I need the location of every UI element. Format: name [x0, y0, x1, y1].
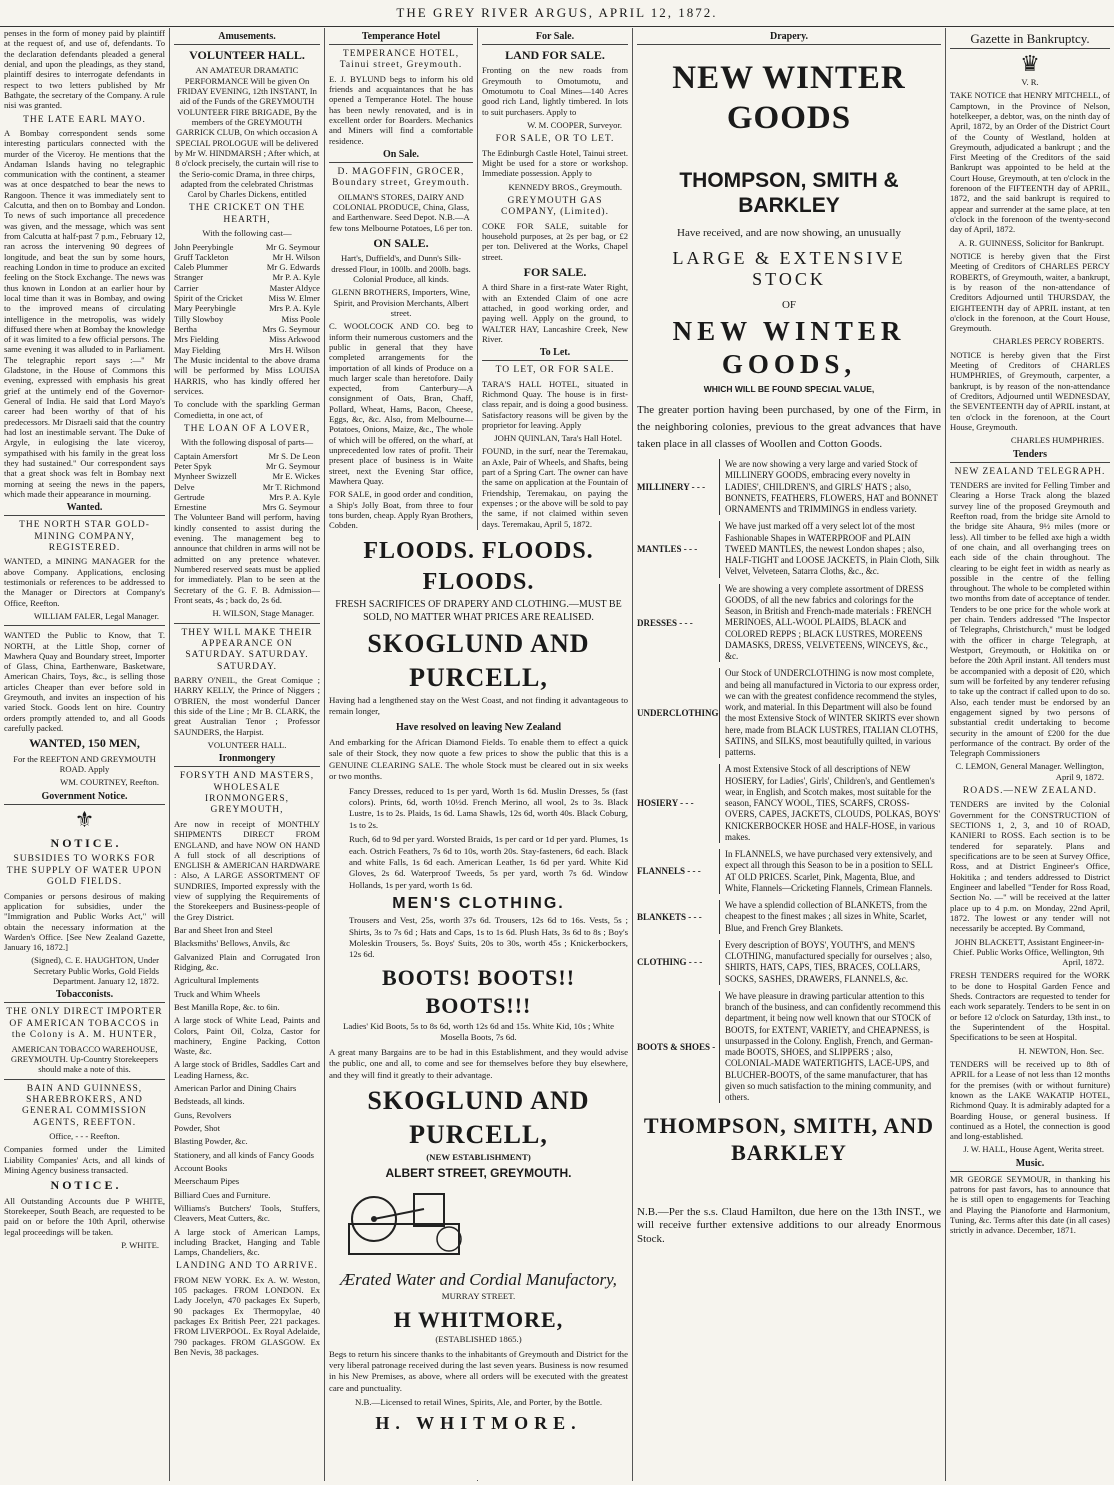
department-row: [637, 521, 941, 577]
to-let-text: TARA'S HALL HOTEL, situated in Richmond Quay. The house is in first-class repair, and is doing a good business. Satisfactory reasons will be given by the proprietor for leaving. Apply: [482, 378, 628, 430]
hardware-item: Blacksmiths' Bellows, Anvils, &c: [174, 938, 290, 949]
bankruptcy-heading: Gazette in Bankruptcy.: [950, 31, 1110, 49]
established: (ESTABLISHED 1865.): [435, 1334, 522, 1345]
take-notice-text: TAKE NOTICE that HENRY MITCHELL, of Camptown, in the Province of Nelson, hotelkeeper, a debtor, was, on the ninth day of April, 1872, by an Order of the District Court of the County of Westland, holden at Greymouth, adjudicated a bankrupt ; and the First Meeting of the Creditors of the said Bankrupt was appointed to be held at the Court House, Greymouth, at ten o'clock in the forenoon of the FIFTEENTH day of APRIL, 1872, and the said bankrupt is required to appear and surrender at the same place, at ten o'clock in the forenoon of the twenty-second day of April, 1872.: [950, 90, 1110, 235]
new-winter-goods: NEW WINTER GOODS: [672, 60, 906, 136]
actor-name: Mrs P. A. Kyle: [269, 303, 320, 314]
to-let-heading: To Let.: [482, 347, 628, 361]
ironmongery-heading: Ironmongery: [174, 753, 320, 767]
boat-for-sale: FOR SALE, in good order and condition, a Ship's Jolly Boat, from three to four tons burden, cheap. Apply Ryan Brothers, Cobden.: [329, 489, 473, 531]
music-heading: Music.: [950, 1158, 1110, 1172]
actor-name: Mrs P. A. Kyle: [269, 491, 320, 502]
hardware-item: Best Manilla Rope, &c. to 6in.: [174, 1001, 280, 1012]
gov-notice-title: N O T I C E .: [50, 836, 119, 851]
actor-name: Master Aldyce: [269, 282, 320, 293]
role-name: Spirit of the Cricket: [174, 293, 243, 304]
department-label: CLOTHING - - -: [637, 957, 703, 968]
department-label: UNDERCLOTHING: [637, 708, 719, 719]
fresh-signature: H. NEWTON, Hon. Sec.: [1018, 1045, 1104, 1056]
role-name: Gertrude: [174, 491, 205, 502]
telegraph-text: TENDERS are invited for Felling Timber and Clearing a Horse Track along the blazed survey line of the proposed Greymouth and Reefton road, from the bridge site Arnold to the bridge site Ahaura, 9½ miles (more or less). All timber to be felled axe high a width of one chain, and all overhanging trees on each side of the chain throughout. The clearing to be eight feet in width as nearly as possible in the centre of the felling throughout. The whole to be completed within two months from date of acceptance of tender. Tenders to be one price for the whole work at per chain. Tenders addressed "The Inspector of Telegraphs, Christchurch," must be lodged with the officer in charge Telegraph, at Westport, Greymouth, or Hokitika on or before the 20th April instant. All tenders must be accompanied with a deposit of £20, which sum will be forfeited by any tenderer refusing to take up the contract if called upon to do so. Also, each tender must be endorsed by an engagement signed by two persons of substantial credit undertaking to become security in the amount of £200 for the due performance of the contract. By order of the Telegraph Commissioners: [950, 480, 1110, 759]
role-name: Gruff Tackleton: [174, 251, 229, 262]
amusements-heading: Amusements.: [174, 31, 320, 45]
cast-row: [174, 471, 320, 481]
landing-title: LANDING AND TO ARRIVE.: [176, 1261, 318, 1272]
floods-resolved: Have resolved on leaving New Zealand: [395, 721, 562, 733]
actor-name: Mr G. Seymour: [265, 460, 320, 471]
cast-intro: With the following cast—: [202, 228, 292, 239]
land-text: Fronting on the new roads from Greymouth to Omotumotu, and Omotumotu to Coal Mines—140 Acres good rich Land, lightly timbered. In lots to suit purchasers. Apply to: [482, 65, 628, 117]
role-name: Ernestine: [174, 502, 207, 513]
role-name: Stranger: [174, 272, 204, 283]
floods-prices-2: Ruch, 6d to 9d per yard. Worsted Braids, 1s per card or 1d per yard. Plumes, 1s each. Ostrich Feathers, 7s 6d to 10s, worth 20s. Stay-fasteners, 6d each. Black and white Falls, 1s 6d each. American Leather, 1s 6d per yard. White Kid Gloves, 2s 6d. Waterproof Tweeds, 5s per yard, worth 7s 6d. Window Hollands, 1s per yard, worth 1s 6d.: [349, 834, 628, 890]
hardware-item: A large stock of Bridles, Saddles Cart and Leading Harness, &c.: [174, 1059, 320, 1080]
cast-row: [174, 324, 320, 334]
cast-row: [174, 242, 320, 252]
hardware-item: Blasting Powder, &c.: [174, 1136, 248, 1147]
floods-intro: Having had a lengthened stay on the West Coast, and not finding it advantageous to remain longer,: [329, 694, 628, 717]
gov-notice-text: Companies or persons desirous of making application for subsidies, under the "Immigration and Public Works Act," will obtain the necessary information at the Warden's Office. [See New Zealand Gazette, January 16, 1872.]: [4, 890, 165, 953]
role-name: May Fielding: [174, 344, 221, 355]
actor-name: Mrs G. Seymour: [262, 324, 320, 335]
mayo-article: A Bombay correspondent sends some interesting particulars connected with the murder of the Viceroy. He mentions that the Andaman Islands having no telegraphic communication with the continent, a steamer was at once despatched to bear the news to Rangoon. Thence it was immediately sent to Calcutta, and then on to Bombay and London. To news of such importance all precedence was given, and the message, which was sent from Calcutta at half-past 7 p.m., February 12, ran across the intervening 90 degrees of longitude, and beat the sun by some hours, reaching London in time to produce an excited feeling on the Stock Exchange. The news was thus known in London at an earlier hour by local time than it was in Bombay, and owing to the improved means of circulating intelligence in the metropolis, was widely diffused there when at Bombay the knowledge of it was limited to a few official persons. The same evening it was alluded to in Parliament. The telegraphic report says :—" Mr Gladstone, in the House of Commons this evening, expressed with emphasis his great grief at the untimely end of the Governor-General of India. He said that Lord Mayo's career had been worthy of that of his predecessors. Mr Disraeli said that the country had lost an inestimable servant. The Duke of Argyle, in eulogising the late viceroy, sympathised with his family in the great loss they had sustained." Our correspondent says that a great shock was felt in Bombay next morning at seeing the news in the papers, which made their appearance in mourning.: [4, 127, 165, 499]
actor-name: Mrs H. Wilson: [269, 344, 320, 355]
department-label: FLANNELS - - -: [637, 866, 701, 877]
department-label: HOSIERY - - -: [637, 798, 694, 809]
roberts-signature: CHARLES PERCY ROBERTS.: [992, 336, 1104, 347]
department-text: We have just marked off a very select lot of the most Fashionable Shapes in WATERPROOF and PLAIN TWEED MANTLES, the newest London shapes ; also, HALF-TIGHT and LOOSE JACKETS, in Plain Cloth, Silk Velvet, Velveteen, Satarra Cloths, &c., &c.: [719, 521, 941, 577]
to-let-title: TO LET, OR FOR SALE.: [495, 365, 615, 376]
loan-intro: With the following disposal of parts—: [180, 437, 314, 448]
cast-row: [174, 461, 320, 471]
department-text: Every description of BOYS', YOUTH'S, and MEN'S CLOTHING, manufactured specially for ourselves ; also, SHIRTS, HATS, CAPS, TIES, BRACES, COLLARS, SOCKS, SASHES, DRAWERS, FLANNELS, &c.: [719, 940, 941, 985]
hardware-item: Powder, Shot: [174, 1123, 220, 1133]
gov-subsidies-title: SUBSIDIES TO WORKS FOR THE SUPPLY OF WATER UPON GOLD FIELDS.: [6, 854, 163, 888]
band-note: The Volunteer Band will perform, having kindly consented to assist during the evening. The management beg to announce that children in arms will not be admitted on any pretence whatever. Numbered reserved seats must be applied for immediately. Plan to be seen at the Secretary of the G. F. B. Admission—Front seats, 4s ; back do, 2s 6d.: [174, 512, 320, 605]
cast-list-2: [174, 451, 320, 513]
department-row: [637, 991, 941, 1104]
roads-title: ROADS.—NEW ZEALAND.: [962, 786, 1098, 797]
music-note: The Music incidental to the above drama will be performed by Miss LOUISA HARRIS, who has kindly offered her services.: [174, 354, 320, 396]
cast-row: [174, 252, 320, 262]
floods-intro-2: And embarking for the African Diamond Fields. To enable them to effect a quick sale of their Stock, they now quote a few prices to show the public that this is a GENUINE CLEARING SALE. The whole Stock must be cleared out in six weeks or two months.: [329, 736, 628, 782]
cast-row: [174, 492, 320, 502]
new-establishment: (NEW ESTABLISHMENT): [426, 1151, 531, 1162]
actor-name: Mrs G. Seymour: [262, 502, 320, 513]
cast-row: [174, 272, 320, 282]
hardware-item: A large stock of American Lamps, including Bracket, Hanging and Table Lamps, Chandeliers, &c.: [174, 1226, 320, 1258]
for-sale-heading: For Sale.: [482, 31, 628, 45]
mens-clothing-text: Trousers and Vest, 25s, worth 37s 6d. Trousers, 12s 6d to 16s. Vests, 5s ; Shirts, 3s to 7s 6d ; Hats and Caps, 1s to 1s 6d. Plush Hats, 3s 6d to 8s ; Boy's Moleskin Trousers, 5s. Boys' Suits, 20s to 30s, worth 45s ; Knickerbockers, 12s 6d.: [349, 915, 628, 960]
role-name: Peter Spyk: [174, 460, 212, 471]
wanted-men-signature: WM. COURTNEY, Reefton.: [60, 777, 159, 788]
department-row: [637, 459, 941, 515]
actor-name: Miss Arkwood: [269, 334, 320, 345]
drapery-column: [633, 28, 946, 1481]
role-name: John Peerybingle: [174, 241, 234, 252]
cast-list: [174, 242, 320, 355]
cast-row: [174, 482, 320, 492]
large-stock: LARGE & EXTENSIVE STOCK: [672, 247, 906, 290]
cast-row: [174, 345, 320, 355]
volunteer-hall-title: VOLUNTEER HALL.: [189, 48, 305, 62]
cast-row: [174, 293, 320, 303]
column-1: [0, 28, 170, 1481]
firm-name: THOMPSON, SMITH & BARKLEY: [679, 169, 899, 218]
nb-text: N.B.—Per the s.s. Claud Hamilton, due here on the 13th INST., we will receive further extensive additions to our already Enormous Stock.: [637, 1206, 941, 1245]
bain-title: BAIN AND GUINNESS, SHAREBROKERS, AND GENERAL COMMISSION AGENTS, REEFTON.: [21, 1083, 148, 1128]
machinery-engraving-icon: [329, 1184, 479, 1264]
cast-row: [174, 314, 320, 324]
column-2: [170, 28, 325, 1481]
music-text: MR GEORGE SEYMOUR, in thanking his patrons for past favors, has to announce that he is still open to engagements for Teaching and Playing the Pianoforte and Harmonium, Tuning, &c. Terms after this date (in all cases) strictly in advance. December, 1871.: [950, 1173, 1110, 1236]
floods-prices: Fancy Dresses, reduced to 1s per yard, Worth 1s 6d. Muslin Dresses, 5s (fast colors). Prints, 6d, worth 10½d. French Merino, all wool, 2s to 3s. Black Lustre, 1s to 2s. Plaids, 1s 6d. Lama Shawls, 12s 6d, worth 40s. Black Coburg, 1s to 2s.: [349, 785, 628, 830]
cast-row: [174, 303, 320, 313]
notice-roberts: NOTICE is hereby given that the First Meeting of Creditors of CHARLES PERCY ROBERTS, of Greymouth, waiter, a bankrupt, is by reason of the non-attendance of Creditors Adjourned until THURSDAY, the EIGHTEENTH day of APRIL instant, at ten o'clock in the forenoon, at the Court House, Greymouth.: [950, 250, 1110, 334]
actor-name: Mr T. Richmond: [262, 481, 320, 492]
licensed-text: N.B.—Licensed to retail Wines, Spirits, Ale, and Porter, by the Bottle.: [354, 1397, 603, 1408]
hardware-item: Williams's Butchers' Tools, Stuffers, Cleavers, Meat Cutters, &c.: [174, 1202, 320, 1224]
bain-office: Office, - - - Reefton.: [49, 1131, 120, 1142]
hardware-item: Agricultural Implements: [174, 975, 259, 986]
tobacco-title: THE ONLY DIRECT IMPORTER OF AMERICAN TOBACCOS in the Colony is A. M. HUNTER,: [6, 1007, 163, 1041]
bargains-text: A great many Bargains are to be had in this Establishment, and they would advise the public, one and all, to come and see for themselves before they buy elsewhere, and they will find it greatly to their advantage.: [329, 1046, 628, 1080]
special-value: WHICH WILL BE FOUND SPECIAL VALUE,: [703, 383, 875, 394]
temperance-text: E. J. BYLUND begs to inform his old friends and acquaintances that he has opened a Temperance Hotel. The house has been newly renovated, and is in excellent order for Boarders. Mechanics and Miners will find a comfortable residence.: [329, 73, 473, 146]
role-name: Tilly Slowboy: [174, 313, 224, 324]
telegraph-signature: C. LEMON, General Manager. Wellington, April 9, 1872.: [955, 761, 1104, 782]
crest-icon: ⚜: [74, 806, 95, 832]
cricket-title: THE CRICKET ON THE HEARTH,: [188, 203, 306, 225]
for-let-text: The Edinburgh Castle Hotel, Tainui street. Might be used for a store or workshop. Immediate possession. Apply to: [482, 147, 628, 179]
department-text: We are now showing a very large and varied Stock of MILLINERY GOODS, embracing every novelty in LADIES', CHILDREN'S, and GIRLS' HATS ; also, BONNETS, FEATHERS, FLOWERS, HAT and BONNET ORNAMENTS and TRIMMINGS in endless variety.: [719, 459, 941, 515]
role-name: Caleb Plummer: [174, 262, 228, 273]
volunteer-hall-text: AN AMATEUR DRAMATIC PERFORMANCE Will be given On FRIDAY EVENING, 12th INSTANT, In aid of the Funds of the GREYMOUTH VOLUNTEER FIRE BRIGADE, By the members of the GREYMOUTH GARRICK CLUB, On which occasion A SPECIAL PROLOGUE will be delivered by Mr W. HINDMARSH ; After which, at 8 o'clock precisely, the curtain will rise to the Serio-comic Drama, in three chirps, adapted from the celebrated Christmas Carol by Charles Dickens, entitled: [174, 65, 320, 200]
wanted-men-title: WANTED, 150 MEN,: [29, 736, 140, 751]
divider: [4, 1079, 165, 1080]
hardware-item: Bar and Sheet Iron and Steel: [174, 925, 273, 935]
forsyth-text: Are now in receipt of MONTHLY SHIPMENTS DIRECT FROM ENGLAND, and have NOW ON HAND A full stock of all descriptions of ENGLISH & AMERICAN HARDWARE : Also, A LARGE ASSORTMENT OF SUNDRIES, Imported expressly with the view of supplying the Requirements of the Storekeepers and Business-people of the Grey District.: [174, 818, 320, 922]
department-row: [637, 900, 941, 934]
hardware-item: Stationery, and all kinds of Fancy Goods: [174, 1149, 315, 1160]
floods-title: FLOODS. FLOODS. FLOODS.: [363, 538, 594, 596]
column-6: [946, 28, 1114, 1481]
mens-clothing-title: MEN'S CLOTHING.: [392, 895, 565, 913]
north-star-text: WANTED, a MINING MANAGER for the above Company. Applications, enclosing testimonials or references to be addressed to the Manager or Directors at Company's Office, Reefton.: [4, 556, 165, 608]
hardware-item: Meerschaum Pipes: [174, 1176, 240, 1187]
for-let-title: FOR SALE, OR TO LET.: [495, 134, 615, 145]
tobacconists-heading: Tobacconists.: [4, 989, 165, 1003]
tenders-heading: Tenders: [950, 449, 1110, 463]
whitmore-footer: H. WHITMORE.: [375, 1412, 582, 1433]
department-row: [637, 940, 941, 985]
cast-row: [174, 262, 320, 272]
vr-crest: [950, 51, 1110, 77]
of-text: OF: [781, 298, 797, 311]
wanted-heading: Wanted.: [4, 502, 165, 516]
hardware-item: Guns, Revolvers: [174, 1109, 232, 1120]
gas-text: COKE FOR SALE, suitable for household purposes, at 2s per bag, or £2 per ton. Delivered at the Works, Chapel street.: [482, 220, 628, 262]
north-star-signature: WILLIAM FALER, Legal Manager.: [33, 610, 159, 621]
department-label: BOOTS & SHOES -: [637, 1041, 716, 1052]
magoffin-title: D. MAGOFFIN, GROCER, Boundary street, Greymouth.: [332, 166, 470, 189]
whitmore-title: H WHITMORE,: [393, 1306, 564, 1332]
bain-text: Companies formed under the Limited Liability Companies' Acts, and all kinds of Mining Agency business transacted.: [4, 1144, 165, 1176]
department-text: Our Stock of UNDERCLOTHING is now most complete, and being all manufactured in Victoria to our express order, we can with the greatest confidence recommend the styles, work, and material. In this Department will also be found the most Extensive Stock of WINTER SKIRTS ever shown here, made from BLACK LUSTRES, ITALIAN CLOTHS, SATINS, and SILKS, most beautifully quilted, in various patterns.: [719, 668, 941, 758]
department-row: [637, 764, 941, 843]
crown-icon: ♛: [1020, 50, 1040, 76]
hardware-item: Bedsteads, all kinds.: [174, 1096, 245, 1107]
on-sale-text: Hart's, Duffield's, and Dunn's Silk-dressed Flour, in 100lb. and 200lb. bags. Colonial Produce, all kinds.: [331, 253, 471, 285]
telegraph-title: NEW ZEALAND TELEGRAPH.: [954, 466, 1106, 477]
masthead: THE GREY RIVER ARGUS, APRIL 12, 1872.: [0, 0, 1114, 27]
department-text: A most Extensive Stock of all descriptions of NEW HOSIERY, for Ladies', Girls', Children's, and Gentlemen's wear, in English, and Scotch makes, most suitable for the season, FANCY WOOL, TIES, SCARFS, CROSS-OVERS, CAPES, JACKETS, CLOUDS, POLKAS, BOYS' KNICKERBOCKER HOSE and HALF-HOSE, in various makes.: [719, 764, 941, 843]
found-text: FOUND, in the surf, near the Teremakau, an Axle, Pair of Wheels, and Shafts, being part of a Spring Cart. The owner can have the same on application at the Fountain of Friendship, Teremakau, on paying the expenses ; or the above will be sold to pay the same, if not claimed within seven days. Teremakau, April 5, 1872.: [482, 446, 628, 529]
aerated-title: Ærated Water and Cordial Manufactory,: [340, 1270, 617, 1290]
volunteer-hall-footer: VOLUNTEER HALL.: [207, 740, 287, 750]
take-notice-signature: A. R. GUINNESS, Solicitor for Bankrupt.: [958, 237, 1104, 248]
forsyth-title: FORSYTH AND MASTERS, WHOLESALE IRONMONGERS, GREYMOUTH,: [179, 771, 315, 816]
land-signature: W. M. COOPER, Surveyor.: [527, 119, 622, 130]
purchased-text: The greater portion having been purchased, by one of the Firm, in the neighboring colonies, previous to the great advances that have taken place in all classes of Woollen and Cotton Goods.: [637, 404, 941, 451]
article-continuation: penses in the form of money paid by plaintiff at the request of, and use of, defendants. To the declaration defendants pleaded a general denial, and upon the pleadings, as they stand, plaintiff desires to interrogate defendants in respect to two letters published by Mr Bathgate, the secretary of the Company. A rule nisi was granted.: [4, 28, 165, 111]
landing-text: FROM NEW YORK. Ex A. W. Weston, 105 packages. FROM LONDON. Ex Lady Jocelyn, 470 packages Ex Superb, 90 packages Ex Thermopylae, 40 packages Ex British Peer, 221 packages. FROM LIVERPOOL. Ex Royal Adelaide, 790 packages. FROM GLASGOW. Ex Ben Nevis, 38 packages.: [174, 1274, 320, 1358]
hardware-item: Account Books: [174, 1162, 228, 1173]
magoffin-text: OILMAN'S STORES, DAIRY AND COLONIAL PRODUCE, China, Glass, and Earthenware. Seed Depot. N.B.—A few tons Melbourne Potatoes, L6 per ton.: [329, 191, 473, 233]
firm-name-2: THOMPSON, SMITH, AND BARKLEY: [643, 1113, 935, 1165]
whitmore-text: Begs to return his sincere thanks to the inhabitants of Greymouth and District for the very liberal patronage received during the last seven years. Business is now resumed in his New Premises, as above, where all orders will be executed with the greatest care and punctuality.: [329, 1348, 628, 1393]
to-let-signature: JOHN QUINLAN, Tara's Hall Hotel.: [494, 433, 622, 444]
role-name: Delve: [174, 481, 195, 492]
department-row: [637, 668, 941, 758]
notice-signature: P. WHITE.: [121, 1239, 159, 1250]
department-label: MILLINERY - - -: [637, 481, 706, 492]
hardware-item: Truck and Whim Wheels: [174, 988, 261, 999]
woolcock-text: C. WOOLCOCK AND CO. beg to inform their numerous customers and the public in general that they have completed arrangements for the importation of all kinds of Produce on a much larger scale than heretofore. Daily expected, from Canterbury—A consignment of Oats, Bran, Chaff, Pollard, Wheat, Hams, Bacon, Cheese, Eggs, &c, &c. Also, from Melbourne—Potatoes, Onions, Maize, &c., The whole of which will be offered, on the wharf, at unprecedented low rates of profit. Their present place of business is in Waite street, next the Evening Star office, Mawhera Quay.: [329, 321, 473, 486]
new-winter-goods-2: NEW WINTER GOODS,: [672, 316, 906, 379]
received-text: Have received, and are now showing, an unusually: [677, 226, 901, 239]
boots-title: BOOTS! BOOTS!! BOOTS!!!: [381, 964, 576, 1019]
cast-row: [174, 451, 320, 461]
actor-name: Mr G. Edwards: [266, 262, 320, 273]
department-text: We have a splendid collection of BLANKETS, from the cheapest to the finest makes ; all sizes in White, Scarlet, Blue, and French Grey Blankets.: [719, 900, 941, 934]
role-name: Captain Amersfort: [174, 450, 238, 461]
they-will-text: BARRY O'NEIL, the Great Comique ; HARRY KELLY, the Prince of Niggers ; O'BRIEN, the most wonderful Dancer this side of the Line ; Mr B. CLARK, the great Australian Tenor ; Professor SAUNDERS, the Harpist.: [174, 675, 320, 737]
boots-text: Ladies' Kid Boots, 5s to 8s 6d, worth 12s 6d and 15s. White Kid, 10s ; White Mosella Boots, 7s 6d.: [342, 1020, 615, 1043]
for-let-signature: KENNEDY BROS., Greymouth.: [508, 181, 622, 192]
actor-name: Miss Poole: [281, 313, 320, 324]
divider: [174, 623, 320, 624]
divider: [4, 625, 165, 626]
department-text: In FLANNELS, we have purchased very extensively, and expect all through this Season to be in a position to SELL AT OLD PRICES. Scarlet, Pink, Magenta, Blue, and White, Flannels—Cricketing Flannels, Crimean Flannels.: [719, 849, 941, 894]
hardware-item: Billiard Cues and Furniture.: [174, 1189, 271, 1200]
floods-advertisement: [325, 530, 633, 1480]
drapery-heading: Drapery.: [637, 31, 941, 45]
lake-tenders: TENDERS will be received up to 8th of APRIL for a Lease of not less than 12 months for the premises (with or without furniture) known as the LAKE WAKATIP HOTEL, Richmond Quay. It is admirably adapted for a Boarding House, or general business. If continued as a Hotel, the connection is good and long-established.: [950, 1058, 1110, 1142]
role-name: Mynheer Swizzell: [174, 471, 237, 482]
actor-name: Miss W. Elmer: [268, 293, 320, 304]
lake-signature: J. W. HALL, House Agent, Werita street.: [963, 1144, 1104, 1155]
they-will-title: THEY WILL MAKE THEIR APPEARANCE ON SATURDAY. SATURDAY. SATURDAY.: [181, 627, 313, 672]
mayo-title: THE LATE EARL MAYO.: [23, 114, 146, 125]
on-sale-heading: On Sale.: [329, 149, 473, 163]
notice-title: N O T I C E .: [50, 1178, 119, 1193]
tobacco-text: AMERICAN TOBACCO WAREHOUSE, GREYMOUTH. Up-Country Storekeepers should make a note of this.: [10, 1043, 159, 1075]
loan-title: THE LOAN OF A LOVER,: [183, 423, 311, 434]
fresh-tenders: FRESH TENDERS required for the WORK to be done to Hospital Garden Fence and Sheds. Contractors are requested to tender for each work separately. Tenders to be sent in on or before 12 o'clock on Saturday, 13th inst., to the Superintendent of the Hospital. Specifications to be seen at Hospital.: [950, 970, 1110, 1043]
north-star-title: THE NORTH STAR GOLD-MINING COMPANY, REGISTERED.: [19, 520, 150, 553]
actor-name: Mr S. De Leon: [268, 450, 320, 461]
cast-row: [174, 502, 320, 512]
land-title: LAND FOR SALE.: [505, 48, 605, 62]
role-name: Bertha: [174, 324, 197, 335]
government-notice-heading: Government Notice.: [4, 791, 165, 805]
murray-street: MURRAY STREET.: [441, 1291, 516, 1302]
roads-text: TENDERS are invited by the Colonial Government for the CONSTRUCTION of SECTIONS 1, 2, 3, and 10 of ROAD, KANIERI to ROSS. Each section is to be tendered for separately. Plans and specifications are to be seen at Survey Office, Ross, and at District Engineer's Office, Hokitika ; and tenders addressed to District Engineer and labelled "Tender for Ross Road, Section No. —" will be received at the latter place up to 4 p.m. on Monday, 22nd April, 1872. The lowest or any tender will not necessarily be accepted. By Command,: [950, 799, 1110, 934]
hardware-item: American Parlor and Dining Chairs: [174, 1083, 297, 1094]
actor-name: Mr E. Wickes: [272, 471, 320, 482]
cast-row: [174, 334, 320, 344]
temperance-title: TEMPERANCE HOTEL, Tainui street, Greymouth.: [339, 49, 463, 71]
temperance-heading: Temperance Hotel: [329, 31, 473, 45]
for-sale-text-2: A third Share in a first-rate Water Right, with an Extended Claim of one acre attached, in good working order, and paying well. Apply on the ground, to WALTER HAY, Lancashire Creek, New River.: [482, 282, 628, 344]
department-text: We are showing a very complete assortment of DRESS GOODS, of all the new fabrics and colorings for the Season, in British and French-made materials : FRENCH MERINOES, ALL-WOOL PLAIDS, BLACK and COLORED REPPS ; BLACK LUSTRES, MOREENS DAMASKS, DRESS, VELVETEENS, WINCEYS, &c., &c.: [719, 584, 941, 663]
band-signature: H. WILSON, Stage Manager.: [212, 608, 314, 619]
department-label: BLANKETS - - -: [637, 911, 702, 922]
notice-text: All Outstanding Accounts due P WHITE, Storekeeper, South Beach, are requested to be paid on or before the 10th April, otherwise legal proceedings will be taken.: [4, 1195, 165, 1237]
cast-row: [174, 283, 320, 293]
on-sale-title: ON SALE.: [373, 236, 429, 250]
department-label: DRESSES - - -: [637, 617, 693, 628]
albert-street: ALBERT STREET, GREYMOUTH.: [385, 1166, 572, 1181]
notice-humphries: NOTICE is hereby given that the First Meeting of Creditors of CHARLES HUMPHRIES, of Greymouth, carpenter, a bankrupt, is by reason of the non-attendance of Creditors, Adjourned until WEDNESDAY, the SEVENTEENTH day of APRIL instant, at ten o'clock in the forenoon, at the Court House, Greymouth.: [950, 349, 1110, 432]
hardware-item: Galvanized Plain and Corrugated Iron Ridging, &c.: [174, 951, 320, 972]
humphries-signature: CHARLES HUMPHRIES.: [1010, 435, 1104, 446]
department-row: [637, 849, 941, 894]
vr-label: V. R.: [1021, 76, 1039, 87]
actor-name: Mr G. Seymour: [265, 241, 320, 252]
roads-signature: JOHN BLACKETT, Assistant Engineer-in-Chief. Public Works Office, Wellington, 9th April, 1872.: [953, 936, 1104, 968]
glenn-text: GLENN BROTHERS, Importers, Wine, Spirit, and Provision Merchants, Albert street.: [331, 287, 471, 318]
department-label: MANTLES - - -: [637, 544, 698, 555]
role-name: Mrs Fielding: [174, 334, 219, 345]
department-row: [637, 584, 941, 663]
wanted-men-text: For the REEFTON AND GREYMOUTH ROAD. Apply: [13, 753, 156, 775]
gov-notice-signature: (Signed), C. E. HAUGHTON, Under Secretary Public Works, Gold Fields Department. January 12, 1872.: [31, 955, 159, 987]
skoglund-title-2: SKOGLUND AND PURCELL,: [367, 1086, 590, 1149]
actor-name: Mr P. A. Kyle: [272, 272, 320, 283]
department-list: [637, 459, 941, 1103]
hardware-item: A large stock of White Lead, Paints and Colors, Paint Oil, Colza, Castor for machinery, Engine Packing, Cotton Waste, &c.: [174, 1015, 320, 1057]
skoglund-title: SKOGLUND AND PURCELL,: [367, 629, 590, 693]
wanted-north-ad: WANTED the Public to Know, that T. NORTH, at the Little Shop, corner of Mawhera Quay and Boundary street, Importer of Glass, China, Earthenware, Basketware, American Chairs, Toys, &c., is selling those articles Cheaper than ever before sold in Greymouth, and invites an inspection of his varied Stock. Goods lent on hire. Country orders promptly attended to, and all Goods carefully packed.: [4, 630, 165, 733]
actor-name: Mr H. Wilson: [272, 251, 320, 262]
floods-subtitle: FRESH SACRIFICES OF DRAPERY AND CLOTHING.—MUST BE SOLD, NO MATTER WHAT PRICES ARE REALISED.: [335, 599, 622, 624]
hardware-list: [174, 925, 320, 1257]
role-name: Mary Peerybingle: [174, 303, 236, 314]
role-name: Carrier: [174, 282, 199, 293]
gas-title: GREYMOUTH GAS COMPANY, (Limited).: [501, 195, 609, 218]
department-text: We have pleasure in drawing particular attention to this branch of the business, and can confidently recommend this department, it being now well known that our STOCK of BOOTS, for EXTENT, VARIETY, and CHEAPNESS, is unsurpassed in the Colony. English, French, and German-made BOOTS, SHOES, and SLIPPERS ; also, COLONIAL-MADE WATERTIGHTS, LACE-UPS, and BLUCHER-BOOTS, of the same manufacturer, that has given so much satisfaction to the mining community, and others.: [719, 991, 941, 1104]
conclude-note: To conclude with the sparkling German Comedietta, in one act, of: [174, 399, 320, 420]
for-sale-title-2: FOR SALE.: [523, 264, 587, 279]
